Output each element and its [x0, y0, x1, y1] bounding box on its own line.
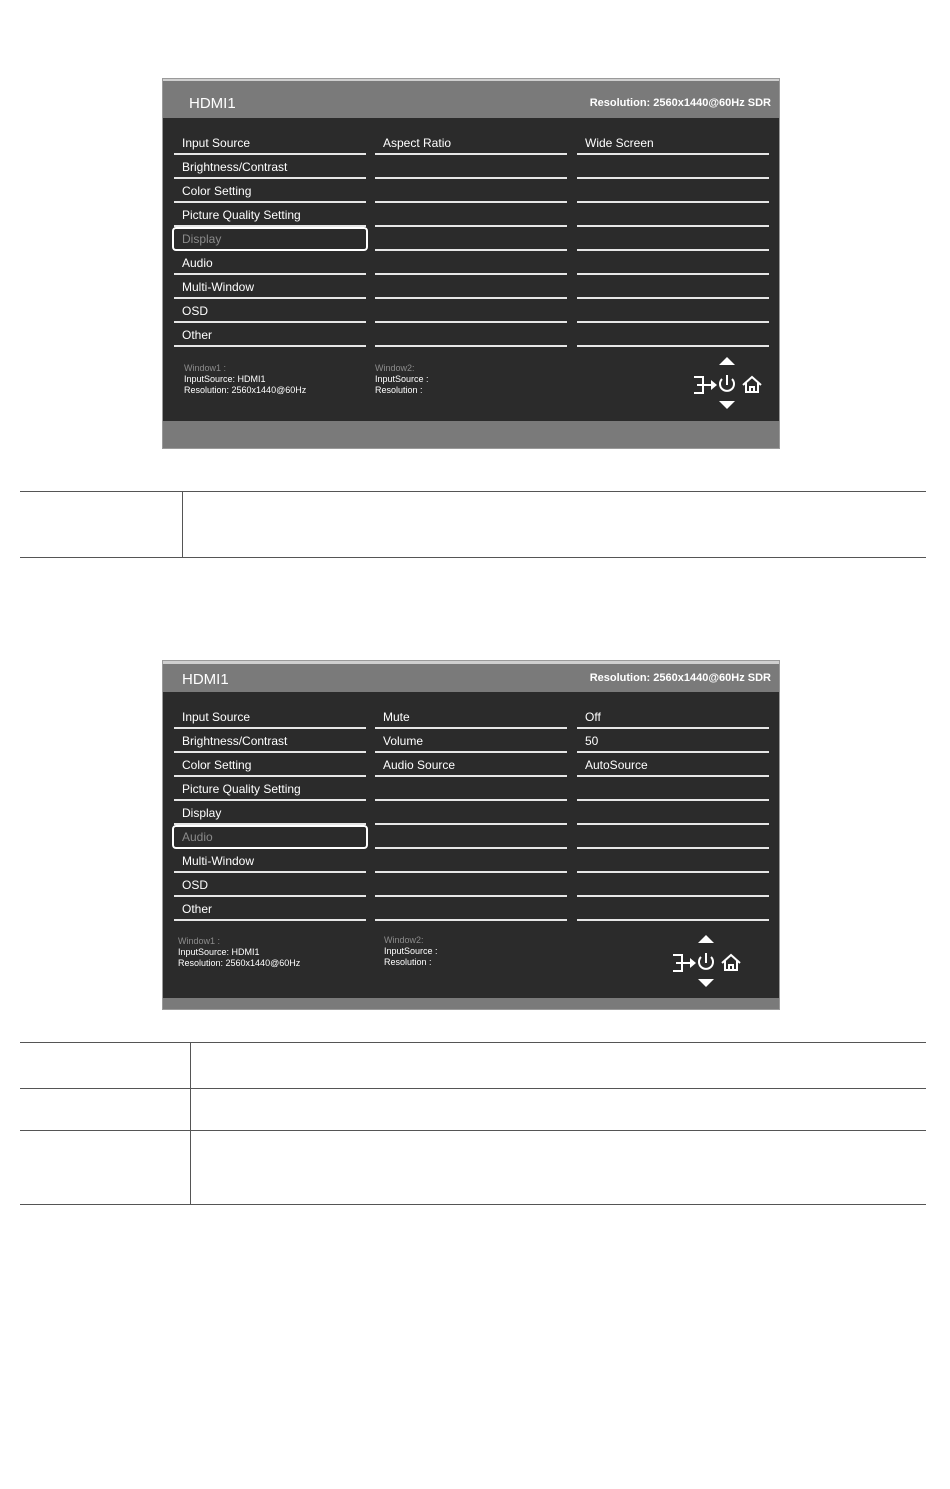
input-icon[interactable]: [694, 377, 717, 393]
value-row[interactable]: [577, 705, 769, 729]
menu-label: OSD: [182, 304, 209, 318]
osd-main-menu: [174, 705, 366, 921]
submenu-label: Audio Source: [383, 758, 456, 772]
window2-input: InputSource :: [375, 374, 429, 384]
osd-value-column: [577, 131, 769, 347]
window2-input: InputSource :: [384, 946, 438, 956]
submenu-row[interactable]: [375, 203, 567, 227]
menu-label: OSD: [182, 878, 209, 892]
submenu-label: Mute: [383, 710, 410, 724]
menu-label: Brightness/Contrast: [182, 160, 288, 174]
osd-input-title: HDMI1: [182, 671, 229, 688]
window2-title: Window2:: [384, 935, 424, 945]
menu-label: Other: [182, 328, 213, 342]
menu-label: Input Source: [182, 136, 251, 150]
window2-resolution: Resolution :: [375, 385, 423, 395]
menu-item-picture-quality-setting[interactable]: [174, 203, 366, 227]
value-row[interactable]: [577, 275, 769, 299]
submenu-row[interactable]: [375, 753, 567, 777]
submenu-row[interactable]: [375, 777, 567, 801]
value-row[interactable]: [577, 873, 769, 897]
table-row: [20, 1089, 926, 1131]
window1-title: Window1 :: [178, 936, 221, 946]
menu-label: Audio: [182, 830, 213, 844]
menu-label: Brightness/Contrast: [182, 734, 288, 748]
menu-item-color-setting[interactable]: [174, 753, 366, 777]
down-arrow-icon[interactable]: [698, 979, 714, 987]
value-label: 50: [585, 734, 599, 748]
value-label: Off: [585, 710, 601, 724]
submenu-row[interactable]: [375, 323, 567, 347]
menu-label: Color Setting: [182, 184, 252, 198]
value-row[interactable]: [577, 729, 769, 753]
menu-item-audio[interactable]: [174, 251, 366, 275]
down-arrow-icon[interactable]: [719, 401, 735, 409]
value-label: AutoSource: [585, 758, 648, 772]
submenu-row[interactable]: [375, 131, 567, 155]
menu-item-input-source[interactable]: [174, 705, 366, 729]
value-row[interactable]: [577, 777, 769, 801]
menu-label: Other: [182, 902, 213, 916]
value-row[interactable]: [577, 801, 769, 825]
window1-resolution: Resolution: 2560x1440@60Hz: [184, 385, 307, 395]
menu-item-other[interactable]: [174, 897, 366, 921]
osd-footer: [163, 998, 779, 1009]
osd-header: [163, 661, 779, 692]
up-arrow-icon[interactable]: [698, 935, 714, 943]
submenu-row[interactable]: [375, 897, 567, 921]
menu-item-brightness-contrast[interactable]: [174, 155, 366, 179]
osd-navigation-keys: [691, 355, 771, 415]
osd-resolution: Resolution: 2560x1440@60Hz SDR: [589, 672, 771, 684]
window1-title: Window1 :: [184, 363, 227, 373]
menu-label: Input Source: [182, 710, 251, 724]
value-row[interactable]: [577, 849, 769, 873]
value-row[interactable]: [577, 251, 769, 275]
window2-info: [375, 363, 429, 396]
menu-item-multi-window[interactable]: [174, 275, 366, 299]
menu-item-input-source[interactable]: [174, 131, 366, 155]
table-row: [20, 492, 926, 558]
menu-item-osd[interactable]: [174, 299, 366, 323]
value-row[interactable]: [577, 299, 769, 323]
osd-footer: [163, 421, 779, 448]
menu-item-display[interactable]: [172, 227, 368, 251]
submenu-row[interactable]: [375, 179, 567, 203]
submenu-row[interactable]: [375, 275, 567, 299]
menu-label: Picture Quality Setting: [182, 208, 301, 222]
window1-input: InputSource: HDMI1: [178, 947, 260, 957]
osd-submenu: [375, 131, 567, 347]
power-icon[interactable]: [720, 375, 734, 391]
value-row[interactable]: [577, 227, 769, 251]
column-divider: [190, 1043, 191, 1088]
menu-item-color-setting[interactable]: [174, 179, 366, 203]
up-arrow-icon[interactable]: [719, 357, 735, 365]
power-icon[interactable]: [699, 953, 713, 969]
home-icon[interactable]: [743, 377, 761, 392]
osd-display-screen: [162, 78, 780, 449]
home-icon[interactable]: [722, 955, 740, 970]
window2-title: Window2:: [375, 363, 415, 373]
menu-item-osd[interactable]: [174, 873, 366, 897]
menu-item-other[interactable]: [174, 323, 366, 347]
submenu-row[interactable]: [375, 155, 567, 179]
menu-item-picture-quality-setting[interactable]: [174, 777, 366, 801]
menu-label: Multi-Window: [182, 280, 255, 294]
menu-item-brightness-contrast[interactable]: [174, 729, 366, 753]
window2-resolution: Resolution :: [384, 957, 432, 967]
value-label: Wide Screen: [585, 136, 654, 150]
menu-item-audio[interactable]: [172, 825, 368, 849]
value-row[interactable]: [577, 155, 769, 179]
osd-submenu: [375, 705, 567, 921]
menu-label: Color Setting: [182, 758, 252, 772]
submenu-row[interactable]: [375, 227, 567, 251]
osd-value-column: [577, 705, 769, 921]
submenu-row[interactable]: [375, 801, 567, 825]
submenu-row[interactable]: [375, 705, 567, 729]
value-row[interactable]: [577, 179, 769, 203]
window1-info: [184, 363, 306, 396]
osd-audio-screen: [162, 660, 780, 1010]
input-icon[interactable]: [673, 955, 696, 971]
submenu-row[interactable]: [375, 299, 567, 323]
menu-item-display[interactable]: [174, 801, 366, 825]
description-table-audio: [20, 1042, 926, 1205]
window2-info: [384, 935, 438, 968]
value-row[interactable]: [577, 753, 769, 777]
window1-resolution: Resolution: 2560x1440@60Hz: [178, 958, 301, 968]
table-row: [20, 1131, 926, 1205]
osd-header: [163, 79, 779, 118]
value-row[interactable]: [577, 203, 769, 227]
window1-input: InputSource: HDMI1: [184, 374, 266, 384]
submenu-label: Aspect Ratio: [383, 136, 452, 150]
menu-label: Display: [182, 232, 222, 246]
submenu-label: Volume: [383, 734, 424, 748]
submenu-row[interactable]: [375, 825, 567, 849]
menu-item-multi-window[interactable]: [174, 849, 366, 873]
submenu-row[interactable]: [375, 873, 567, 897]
column-divider: [190, 1089, 191, 1130]
menu-label: Display: [182, 806, 222, 820]
menu-label: Multi-Window: [182, 854, 255, 868]
value-row[interactable]: [577, 323, 769, 347]
menu-label: Picture Quality Setting: [182, 782, 301, 796]
window1-info: [178, 936, 300, 969]
submenu-row[interactable]: [375, 251, 567, 275]
osd-navigation-keys: [670, 933, 750, 993]
value-row[interactable]: [577, 825, 769, 849]
submenu-row[interactable]: [375, 729, 567, 753]
value-row[interactable]: [577, 131, 769, 155]
menu-label: Audio: [182, 256, 213, 270]
submenu-row[interactable]: [375, 849, 567, 873]
osd-input-title: HDMI1: [189, 95, 236, 112]
osd-main-menu: [174, 131, 366, 347]
osd-resolution: Resolution: 2560x1440@60Hz SDR: [589, 97, 771, 109]
column-divider: [182, 492, 183, 557]
value-row[interactable]: [577, 897, 769, 921]
description-table-display: [20, 491, 926, 558]
column-divider: [190, 1131, 191, 1204]
table-row: [20, 1043, 926, 1089]
